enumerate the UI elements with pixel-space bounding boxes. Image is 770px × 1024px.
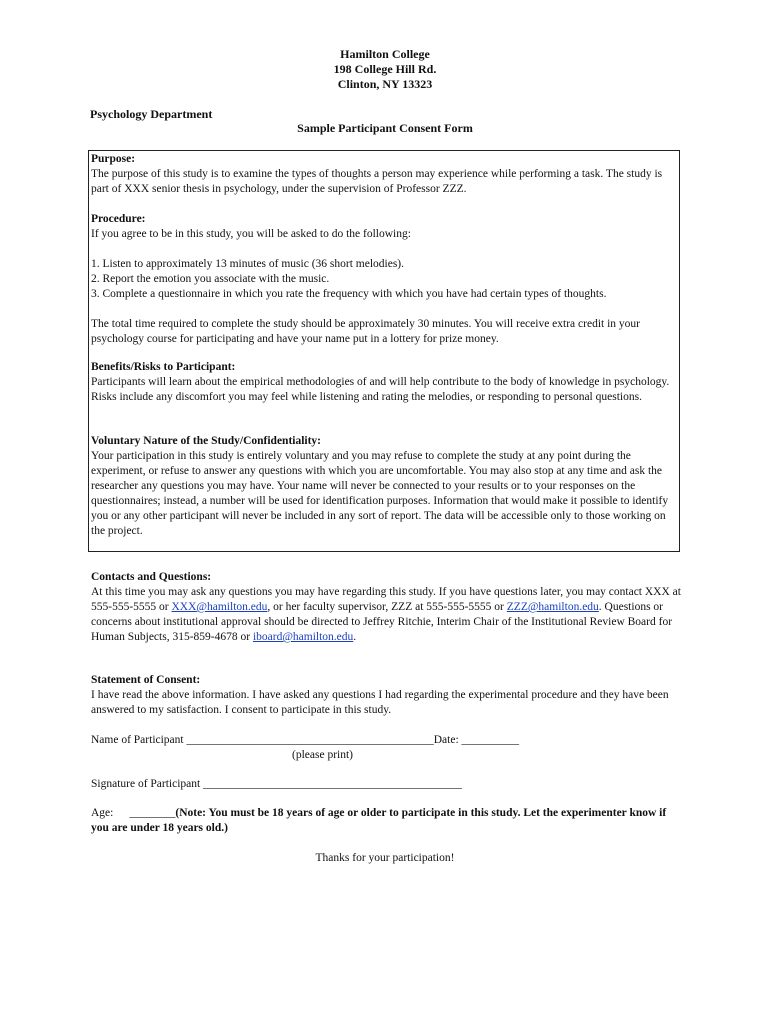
consent-heading: Statement of Consent: — [91, 674, 201, 686]
purpose-heading: Purpose: — [91, 153, 136, 165]
age-section — [91, 806, 681, 836]
department-name: Psychology Department — [90, 107, 213, 121]
email-link-xxx[interactable]: XXX@hamilton.edu — [171, 601, 268, 613]
voluntary-section — [91, 434, 679, 539]
procedure-intro: If you agree to be in this study, you will be asked to do the following: — [91, 228, 411, 240]
college-name: Hamilton College — [340, 47, 430, 61]
college-address: 198 College Hill Rd. — [333, 62, 437, 76]
college-city: Clinton, NY 13323 — [337, 77, 433, 91]
age-label: Age: — [91, 807, 114, 819]
procedure-item: 2. Report the emotion you associate with the music. — [91, 273, 330, 285]
please-print-note: (please print) — [292, 749, 353, 761]
consent-section — [91, 673, 681, 718]
benefits-section — [91, 360, 679, 405]
contacts-text-part: , or her faculty supervisor, ZZZ at 555-555-5555 or — [267, 601, 507, 613]
benefits-heading: Benefits/Risks to Participant: — [91, 361, 236, 373]
contacts-section — [91, 570, 681, 645]
procedure-section — [91, 212, 679, 347]
form-title: Sample Participant Consent Form — [297, 121, 473, 135]
procedure-item: 1. Listen to approximately 13 minutes of music (36 short melodies). — [91, 258, 405, 270]
email-link-iboard[interactable]: iboard@hamilton.edu — [252, 631, 354, 643]
contacts-text-part: . — [353, 631, 357, 643]
email-link-zzz[interactable]: ZZZ@hamilton.edu — [506, 601, 599, 613]
age-note: (Note: You must be 18 years of age or older to participate in this study. Let the experimenter know if you are under 18 years old.) — [91, 807, 667, 834]
signature-line[interactable]: Signature of Participant _____________________________________________ — [91, 778, 462, 790]
voluntary-heading: Voluntary Nature of the Study/Confidentiality: — [91, 435, 322, 447]
benefits-text: Participants will learn about the empirical methodologies of and will help contribute to the body of knowledge in psychology. Risks include any discomfort you may feel while listening and rating the melodies, or responding to personal questions. — [91, 376, 670, 403]
age-blank-field[interactable]: ________ — [129, 807, 176, 819]
procedure-time-text: The total time required to complete the study should be approximately 30 minutes. You will receive extra credit in your psychology course for participating and have your name put in a lottery for prize money. — [91, 318, 640, 345]
consent-info-box — [88, 150, 680, 552]
purpose-section — [91, 152, 679, 197]
participant-name-line[interactable]: Name of Participant ___________________________________________Date: __________ — [91, 734, 520, 746]
contacts-text-part: . Questions or concerns about institutional approval should be directed to Jeffrey Ritchie, Interim Chair of the Institutional Review Board for Human Subjects, 315-859-4678 or — [91, 601, 673, 643]
procedure-heading: Procedure: — [91, 213, 146, 225]
closing-thanks: Thanks for your participation! — [315, 852, 455, 864]
contacts-text-part: At this time you may ask any questions you may have regarding this study. If you have questions later, you may contact XXX at 555-555-5555 or — [91, 586, 681, 613]
procedure-item: 3. Complete a questionnaire in which you rate the frequency with which you have had certain types of thoughts. — [91, 288, 607, 300]
voluntary-text: Your participation in this study is entirely voluntary and you may refuse to complete the study at any point during the experiment, or refuse to answer any questions with which you are uncomfortable. You may also stop at any time and ask the researcher any questions you may have. Your name will never be connected to your results or to your responses on the questionnaires; instead, a number will be used for identification purposes. Information that would make it possible to identify you or any other participant will never be included in any sort of report. The data will be accessible only to those working on the project. — [91, 450, 669, 537]
contacts-text — [91, 585, 681, 645]
purpose-text: The purpose of this study is to examine the types of thoughts a person may experience while performing a task. The study is part of XXX senior thesis in psychology, under the supervision of Professor ZZZ. — [91, 168, 663, 195]
consent-text: I have read the above information. I have asked any questions I had regarding the experimental procedure and they have been answered to my satisfaction. I consent to participate in this study. — [91, 689, 669, 716]
contacts-heading: Contacts and Questions: — [91, 571, 212, 583]
